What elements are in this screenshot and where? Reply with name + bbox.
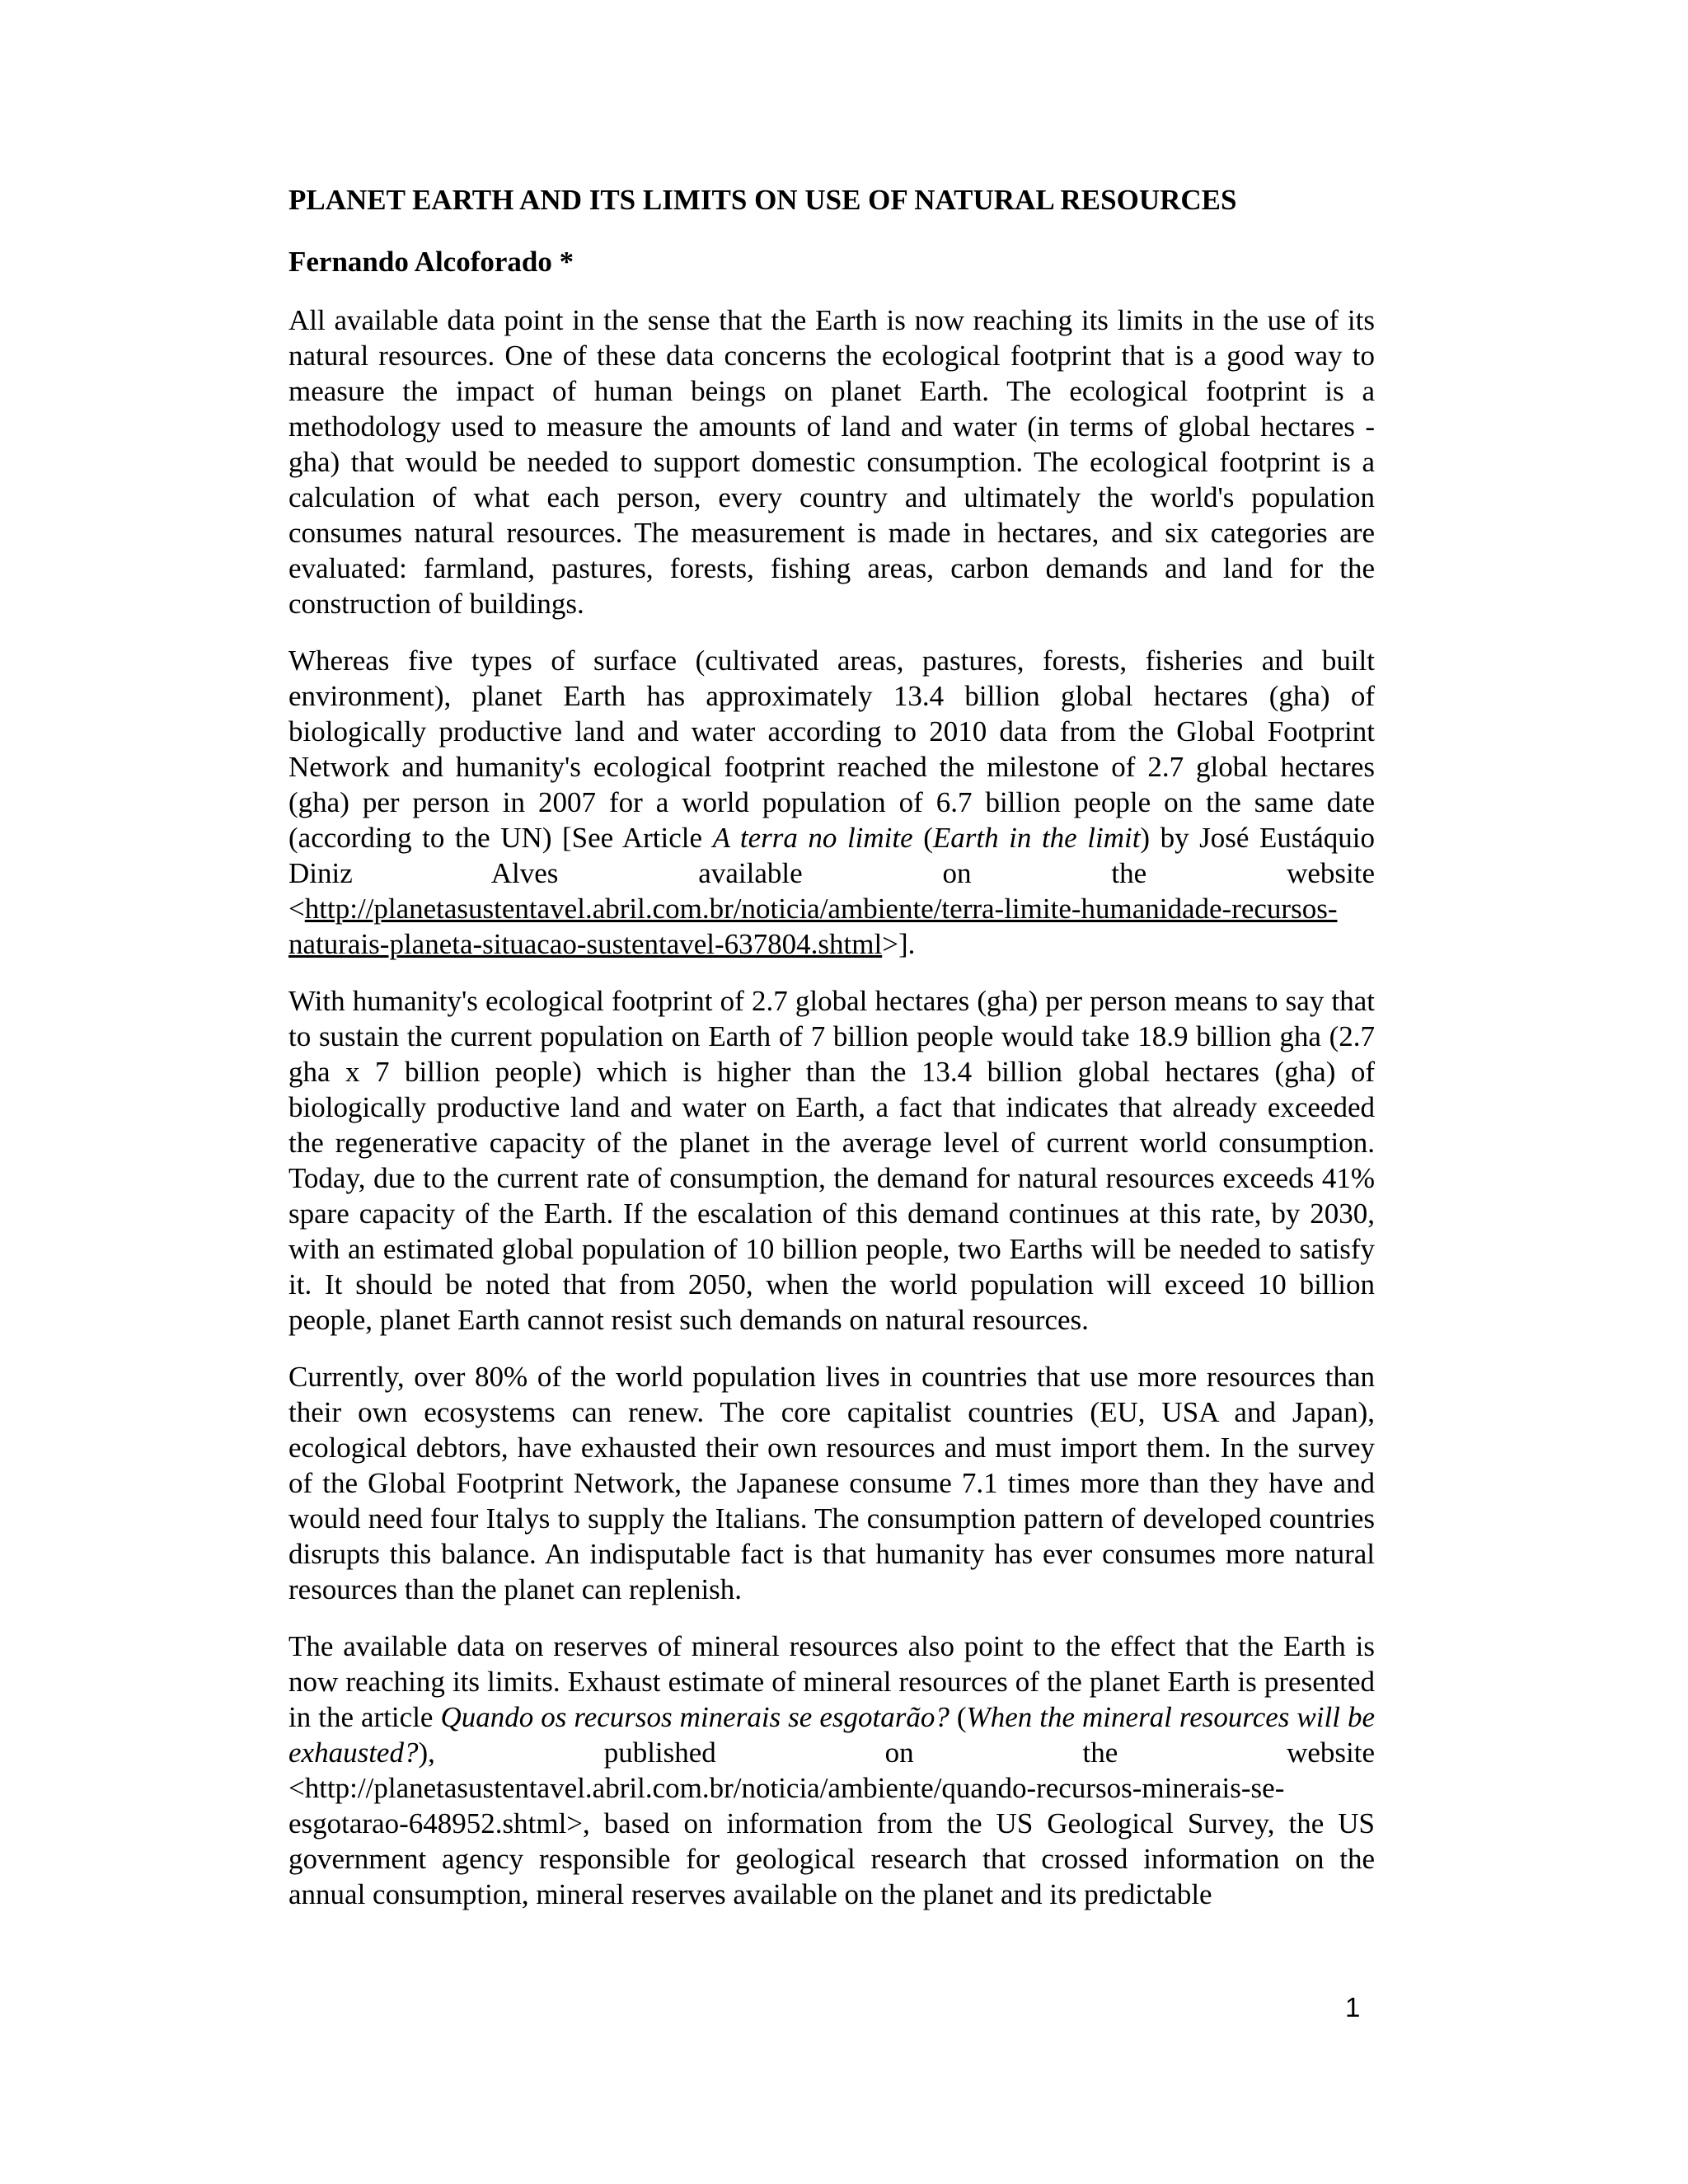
article-title-pt-2: Quando os recursos minerais se esgotarão?	[440, 1701, 950, 1733]
article-title-pt: A terra no limite	[712, 822, 913, 854]
page-number: 1	[1345, 1992, 1361, 2022]
paragraph-5	[288, 1629, 1375, 1912]
paragraph-5-text-b: (	[949, 1701, 967, 1733]
article-title-en: Earth in the limit	[932, 822, 1141, 854]
paragraph-2-text-d: >].	[882, 928, 916, 960]
paragraph-2-text-b: (	[912, 822, 933, 854]
document-title: PLANET EARTH AND ITS LIMITS ON USE OF NATURAL RESOURCES	[288, 184, 1237, 216]
article-title-en-2: When the mineral resources will be exhausted?	[288, 1701, 1375, 1769]
paragraph-5-text-a: The available data on reserves of mineral resources also point to the effect that the Earth is now reaching its limits. Exhaust estimate of mineral resources of the planet Earth is presented in the article	[288, 1630, 1375, 1733]
document-page	[288, 183, 1375, 1933]
paragraph-2	[288, 643, 1375, 962]
paragraph-1: All available data point in the sense that the Earth is now reaching its limits in the use of its natural resources. One of these data concerns the ecological footprint that is a good way to measure the impact of human beings on planet Earth. The ecological footprint is a methodology used to measure the amounts of land and water (in terms of global hectares - gha) that would be needed to support domestic consumption. The ecological footprint is a calculation of what each person, every country and ultimately the world's population consumes natural resources. The measurement is made in hectares, and six categories are evaluated: farmland, pastures, forests, fishing areas, carbon demands and land for the construction of buildings.	[288, 304, 1375, 620]
paragraph-2-text-a: Whereas five types of surface (cultivated areas, pastures, forests, fisheries and built environment), planet Earth has approximately 13.4 billion global hectares (gha) of biologically productive land and water according to 2010 data from the Global Footprint Network and humanity's ecological footprint reached the milestone of 2.7 global hectares (gha) per person in 2007 for a world population of 6.7 billion people on the same date (according to the UN) [See Article	[288, 644, 1375, 854]
paragraph-4: Currently, over 80% of the world population lives in countries that use more resources than their own ecosystems can renew. The core capitalist countries (EU, USA and Japan), ecological debtors, have exhausted their own resources and must import them. In the survey of the Global Footprint Network, the Japanese consume 7.1 times more than they have and would need four Italys to supply the Italians. The consumption pattern of developed countries disrupts this balance. An indisputable fact is that humanity has ever consumes more natural resources than the planet can replenish.	[288, 1361, 1375, 1605]
author-name: Fernando Alcoforado *	[288, 246, 574, 278]
paragraph-3: With humanity's ecological footprint of 2.7 global hectares (gha) per person means to say that to sustain the current population on Earth of 7 billion people would take 18.9 billion gha (2.7 gha x 7 billion people) which is higher than the 13.4 billion global hectares (gha) of biologically productive land and water on Earth, a fact that indicates that already exceeded the regenerative capacity of the planet in the average level of current world consumption. Today, due to the current rate of consumption, the demand for natural resources exceeds 41% spare capacity of the Earth. If the escalation of this demand continues at this rate, by 2030, with an estimated global population of 10 billion people, two Earths will be needed to satisfy it. It should be noted that from 2050, when the world population will exceed 10 billion people, planet Earth cannot resist such demands on natural resources.	[288, 985, 1375, 1336]
paragraph-2-text-c: ) by José Eustáquio Diniz Alves available on the website <	[288, 822, 1375, 925]
paragraph-5-text-c: ), published on the website <http://planetasustentavel.abril.com.br/noticia/ambiente/quando-recursos-minerais-se-esgotarao-648952.shtml>, based on information from the US Geological Survey, the US government agency responsible for geological research that crossed information on the annual consumption, mineral reserves available on the planet and its predictable	[288, 1736, 1375, 1910]
article-link[interactable]: http://planetasustentavel.abril.com.br/noticia/ambiente/terra-limite-humanidade-recursos-naturais-planeta-situacao-sustentavel-637804.shtml	[288, 893, 1338, 960]
